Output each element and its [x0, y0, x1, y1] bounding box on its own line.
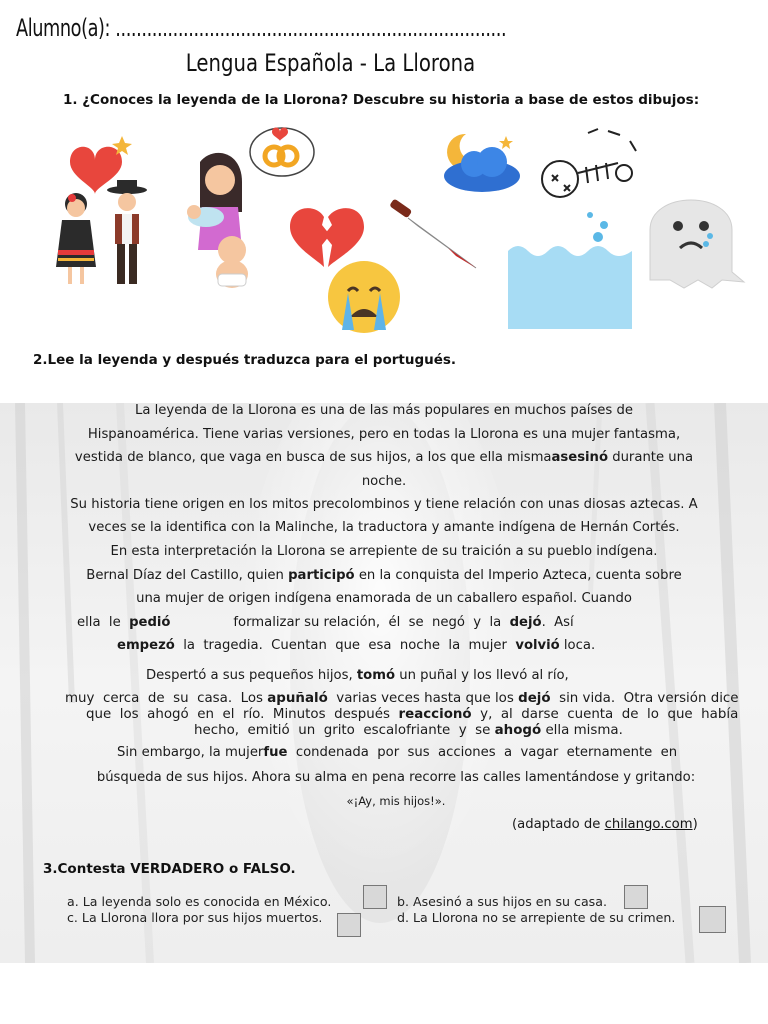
answer-box-d[interactable] — [699, 906, 726, 933]
reading-line: búsqueda de sus hijos. Ahora su alma en pena recorre las calles lamentándose y gritando: — [96, 770, 696, 785]
question-1: 1. ¿Conoces la leyenda de la Llorona? Descubre su historia a base de estos dibujos: — [63, 92, 700, 108]
reading-line: hecho, emitió un grito escalofriante y se ahogó ella misma. — [194, 723, 623, 738]
answer-box-a[interactable] — [363, 885, 387, 909]
reading-line: Bernal Díaz del Castillo, quien participó en la conquista del Imperio Azteca, cuenta sobre — [86, 568, 682, 583]
student-name-line: Alumno(a): ........................................................................... — [16, 14, 507, 42]
statement-a: a. La leyenda solo es conocida en México. — [67, 894, 332, 909]
reading-line: noche. — [361, 474, 407, 489]
reading-line: Despertó a sus pequeños hijos, tomó un puñal y los llevó al río, — [146, 668, 569, 683]
reading-line: empezó la tragedia. Cuentan que esa noche la mujer volvió loca. — [117, 638, 596, 653]
reading-line: vestida de blanco, que vaga en busca de sus hijos, a los que ella mismaasesinó durante una — [74, 450, 694, 465]
reading-background — [0, 403, 768, 963]
reading-line: Sin embargo, la mujerfue condenada por sus acciones a vagar eternamente en — [117, 745, 678, 760]
answer-box-b[interactable] — [624, 885, 648, 909]
reading-line: muy cerca de su casa. Los apuñaló varias veces hasta que los dejó sin vida. Otra versión dice — [65, 691, 739, 706]
reading-line: una mujer de origen indígena enamorada de un caballero español. Cuando — [136, 591, 632, 606]
source-citation: (adaptado de chilango.com) — [512, 817, 698, 832]
reading-line: Su historia tiene origen en los mitos precolombinos y tiene relación con unas diosas aztecas. A — [70, 497, 698, 512]
page-title: Lengua Española - La Llorona — [185, 49, 476, 77]
question-2: 2.Lee la leyenda y después traduzca para el portugués. — [33, 352, 457, 368]
reading-line: Hispanoamérica. Tiene varias versiones, pero en todas la Llorona es una mujer fantasma, — [87, 427, 681, 442]
reading-line: veces se la identifica con la Malinche, la traductora y amante indígena de Hernán Cortés. — [88, 520, 680, 535]
reading-line: que los ahogó en el río. Minutos después reaccionó y, al darse cuenta de lo que había — [86, 707, 739, 722]
reading-line: La leyenda de la Llorona es una de las más populares en muchos países de — [135, 403, 633, 418]
sad-ghost-icon — [642, 180, 747, 290]
reading-line: En esta interpretación la Llorona se arrepiente de su traición a su pueblo indígena. — [110, 544, 658, 559]
reading-line: «¡Ay, mis hijos!». — [346, 794, 446, 808]
drowning-skeleton-water-icon — [508, 123, 648, 333]
statement-b: b. Asesinó a sus hijos en su casa. — [397, 894, 607, 909]
couple-heart-icon — [50, 132, 160, 292]
statement-d: d. La Llorona no se arrepiente de su crimen. — [397, 910, 676, 925]
answer-box-c[interactable] — [337, 913, 361, 937]
source-link[interactable]: chilango.com — [604, 817, 693, 832]
statement-c: c. La Llorona llora por sus hijos muertos. — [67, 910, 323, 925]
reading-line: ella le pedió formalizar su relación, él se negó y la dejó. Así — [77, 615, 574, 630]
question-3: 3.Contesta VERDADERO o FALSO. — [43, 861, 296, 877]
bloody-knife-icon — [388, 198, 483, 273]
